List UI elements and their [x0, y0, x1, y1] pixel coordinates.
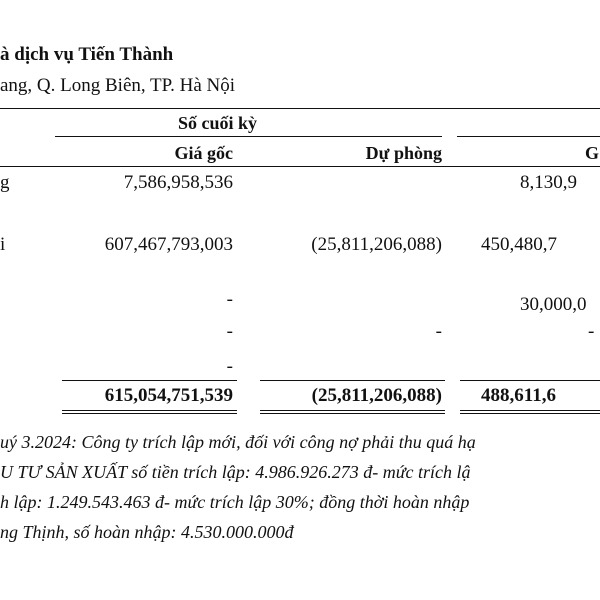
group-header-rule: [55, 136, 442, 137]
total-rule-next: [460, 380, 600, 381]
total-double-rule-3: [260, 410, 445, 411]
note-line: h lập: 1.249.543.463 đ- mức trích lập 30%; đồng thời hoàn nhập: [0, 492, 470, 512]
cell-next: -: [588, 321, 595, 342]
note-line: U TƯ SẢN XUẤT số tiền trích lập: 4.986.926.273 đ- mức trích lậ: [0, 462, 471, 482]
column-header-provision: Dự phòng: [365, 143, 442, 163]
note-line: uý 3.2024: Công ty trích lập mới, đối với công nợ phải thu quá hạ: [0, 432, 476, 452]
total-double-rule-4: [260, 413, 445, 414]
group-header-closing-balance: Số cuối kỳ: [178, 113, 258, 133]
row-label: g: [0, 172, 10, 193]
group-header-rule-right: [457, 136, 600, 137]
company-address: ang, Q. Long Biên, TP. Hà Nội: [0, 75, 236, 96]
column-header-rule: [0, 166, 600, 167]
cell-next: 8,130,9: [520, 172, 577, 193]
total-double-rule-6: [460, 413, 600, 414]
total-original-cost: 615,054,751,539: [104, 385, 233, 406]
cell-original-cost: 7,586,958,536: [123, 172, 233, 193]
cell-provision: -: [435, 321, 442, 342]
total-double-rule-5: [460, 410, 600, 411]
column-header-next: G: [585, 143, 600, 163]
total-rule-provision: [260, 380, 445, 381]
cell-original-cost: -: [226, 289, 233, 310]
cell-original-cost: 607,467,793,003: [104, 234, 233, 255]
total-provision: (25,811,206,088): [311, 385, 442, 406]
cell-next: 450,480,7: [481, 234, 557, 255]
cell-original-cost: -: [226, 321, 233, 342]
note-line: ng Thịnh, số hoàn nhập: 4.530.000.000đ: [0, 522, 294, 542]
cell-next: 30,000,0: [520, 294, 587, 315]
cell-original-cost: -: [226, 356, 233, 377]
cell-provision: (25,811,206,088): [311, 234, 442, 255]
total-rule-original-cost: [62, 380, 237, 381]
table-top-rule: [0, 108, 600, 109]
company-name: à dịch vụ Tiến Thành: [0, 44, 174, 65]
column-header-original-cost: Giá gốc: [174, 143, 233, 163]
total-next: 488,611,6: [481, 385, 556, 406]
total-double-rule-2: [62, 413, 237, 414]
total-double-rule-1: [62, 410, 237, 411]
row-label: i: [0, 234, 6, 255]
